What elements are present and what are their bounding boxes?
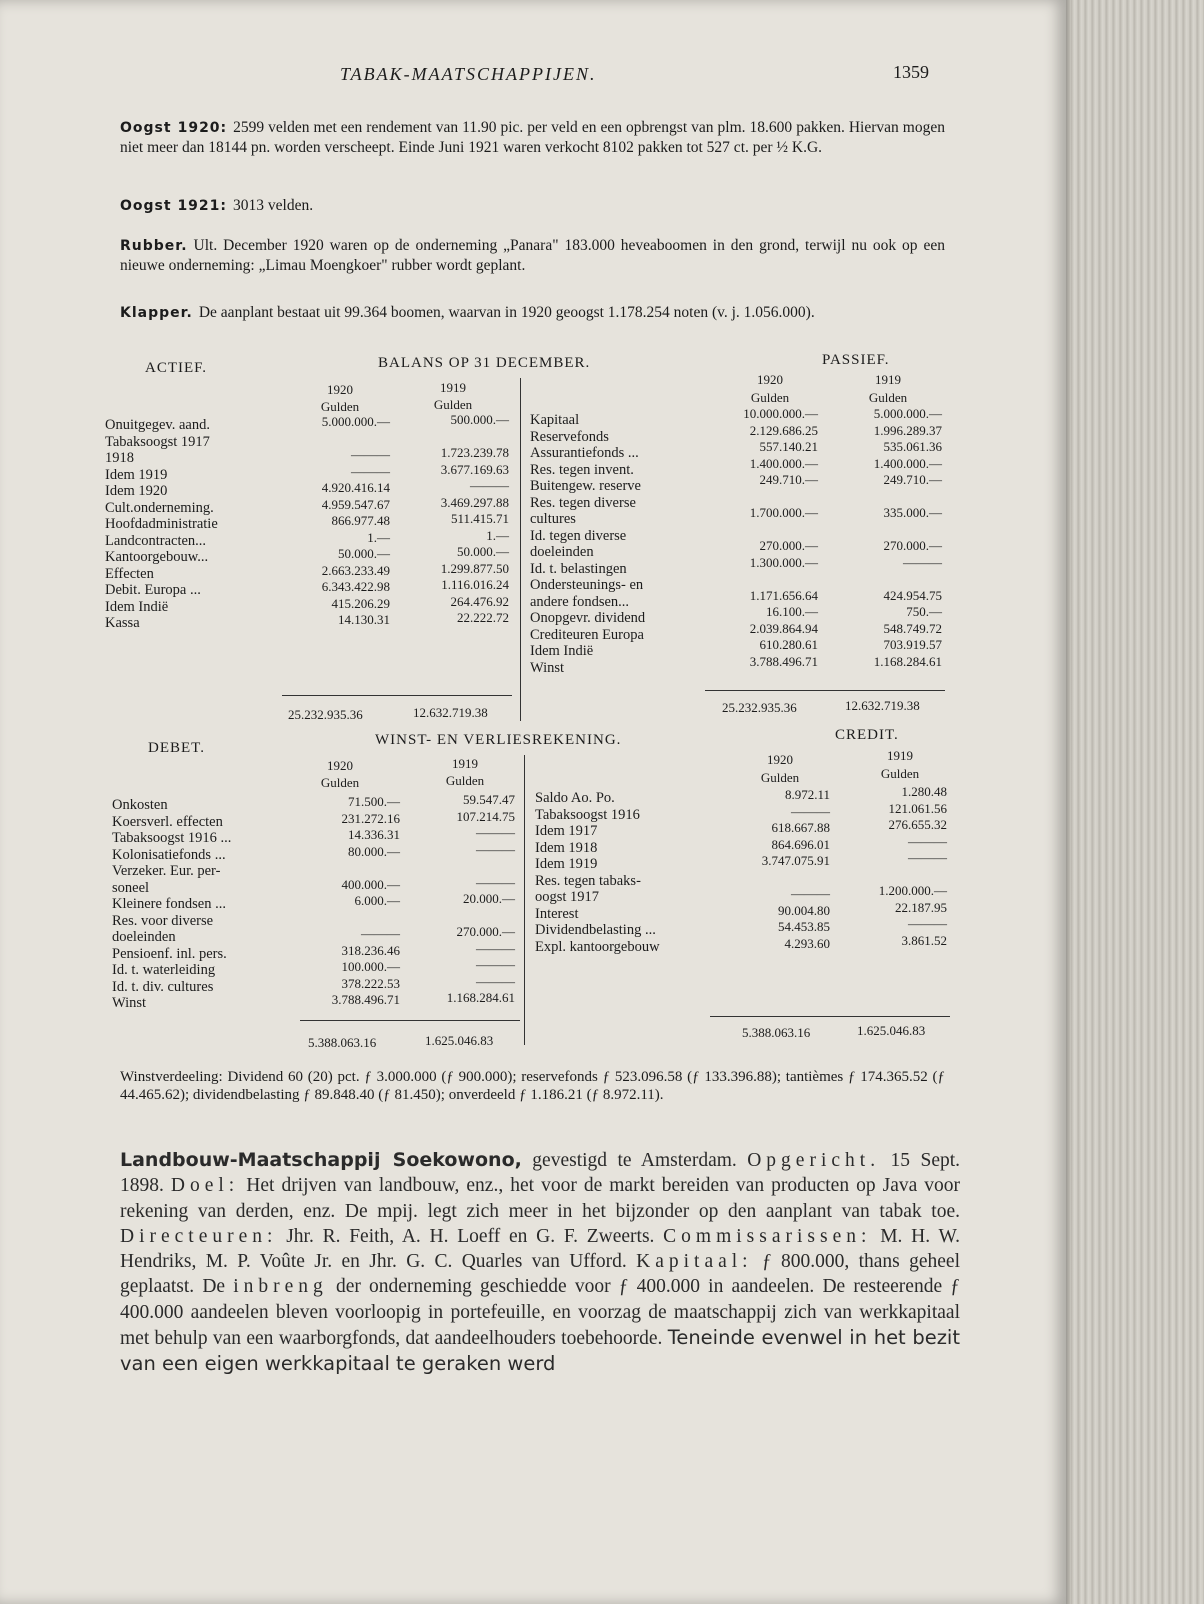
table-cell: Idem 1919 <box>535 856 598 872</box>
actief-total-1919: 12.632.719.38 <box>413 705 488 720</box>
debet-1919-values <box>400 792 515 1007</box>
opgericht-label: Opgericht. <box>747 1150 881 1171</box>
debet-1920-values <box>282 794 400 1009</box>
commissarissen-label: Commissarissen: <box>663 1225 872 1247</box>
klapper-paragraph <box>120 303 945 323</box>
debet-total-1919: 1.625.046.83 <box>425 1033 494 1048</box>
commissarissen-value: M. H. W. Hendriks, M. P. Voûte Jr. en Jhr. G. C. Quarles van Ufford. <box>120 1225 960 1273</box>
passief-1919-values <box>822 406 942 670</box>
credit-labels <box>535 790 660 955</box>
opgericht-value: 15 Sept. 1898. <box>120 1150 961 1197</box>
debet-year-1920: 1920 <box>327 758 353 773</box>
table-cell: 3.677.169.63 <box>440 461 509 477</box>
table-cell <box>272 431 390 448</box>
table-cell <box>400 908 515 925</box>
table-cell: Ondersteunings- en <box>530 577 644 593</box>
credit-1920-values <box>715 787 830 952</box>
table-cell <box>822 522 942 539</box>
table-cell: 610.280.61 <box>759 637 818 652</box>
table-cell: ——— <box>903 554 942 570</box>
page-number: 1359 <box>893 62 929 82</box>
table-cell: 6.343.422.98 <box>321 579 390 594</box>
credit-unit-1919: Gulden <box>880 766 920 781</box>
credit-caption: CREDIT. <box>835 727 899 743</box>
passief-year-1920: 1920 <box>757 372 783 387</box>
actief-unit-1919: Gulden <box>433 397 473 412</box>
table-cell: 535.061.36 <box>883 439 942 454</box>
credit-year-1920: 1920 <box>767 752 793 767</box>
table-cell: 14.336.31 <box>348 827 400 842</box>
table-cell: Kantoorgebouw... <box>105 549 209 565</box>
table-cell: 4.959.547.67 <box>321 496 390 512</box>
debet-year-1919: 1919 <box>452 756 478 771</box>
table-cell: Tabaksoogst 1916 ... <box>112 830 232 846</box>
table-cell: 100.000.— <box>341 959 400 974</box>
table-cell: 1.400.000.— <box>749 455 818 471</box>
table-cell <box>822 571 942 588</box>
balans-divider <box>520 378 521 721</box>
passief-total-rule <box>705 690 945 691</box>
table-cell: 8.972.11 <box>784 787 830 802</box>
table-cell: 1.168.284.61 <box>873 653 942 669</box>
table-cell: 80.000.— <box>348 843 400 859</box>
table-cell <box>835 867 947 884</box>
kapitaal-value: ƒ 800.000, thans geheel geplaatst. De <box>120 1251 960 1298</box>
table-cell: 378.222.53 <box>341 975 400 991</box>
table-cell: ——— <box>351 463 390 479</box>
actief-total-rule <box>282 695 512 696</box>
table-cell: doeleinden <box>530 544 594 560</box>
table-cell: 2.039.864.94 <box>749 620 818 636</box>
table-cell: 703.919.57 <box>883 637 942 652</box>
winst-divider <box>524 755 525 1045</box>
table-cell: Saldo Ao. Po. <box>535 790 615 806</box>
credit-year-1919: 1919 <box>887 748 913 763</box>
table-cell: Kleinere fondsen ... <box>112 896 226 912</box>
table-cell: ——— <box>361 926 400 941</box>
table-cell: Winst <box>530 659 565 676</box>
table-cell: Pensioenf. inl. pers. <box>112 945 227 962</box>
actief-1920-values <box>272 414 390 629</box>
table-cell: Onuitgegev. aand. <box>105 417 210 433</box>
klapper-text: De aanplant bestaat uit 99.364 boomen, waarvan in 1920 geoogst 1.178.254 noten (v. j. 1.056.000). <box>198 304 815 321</box>
table-cell: 5.000.000.— <box>873 406 942 421</box>
debet-unit-1919: Gulden <box>445 773 485 788</box>
actief-1919-values <box>392 412 509 627</box>
table-cell: Cult.onderneming. <box>105 499 214 516</box>
table-cell: 6.000.— <box>354 893 400 908</box>
credit-unit-1920: Gulden <box>760 770 800 785</box>
table-cell: soneel <box>112 879 150 896</box>
running-header: TABAK-MAATSCHAPPIJEN. <box>340 64 597 84</box>
table-cell: 54.453.85 <box>778 919 830 934</box>
table-cell: 2.129.686.25 <box>749 422 818 438</box>
actief-year-1919: 1919 <box>440 380 466 395</box>
directeuren-label: Directeuren: <box>120 1225 278 1247</box>
table-cell: oogst 1917 <box>535 889 600 905</box>
table-cell <box>400 858 515 875</box>
table-cell: 249.710.— <box>759 472 818 487</box>
table-cell: 71.500.— <box>348 794 400 809</box>
table-cell: 5.000.000.— <box>321 414 390 429</box>
table-cell: 3.861.52 <box>901 932 947 948</box>
table-cell <box>282 860 400 877</box>
table-cell: 90.004.80 <box>778 902 830 918</box>
table-cell: 270.000.— <box>456 924 515 939</box>
table-cell: Reservefonds <box>530 428 609 445</box>
actief-caption: ACTIEF. <box>145 360 208 376</box>
winst-title: WINST- EN VERLIESREKENING. <box>375 732 622 748</box>
table-cell: 511.415.71 <box>450 511 509 526</box>
table-cell: 276.655.32 <box>888 817 947 832</box>
oogst-1920-paragraph <box>120 118 945 157</box>
passief-total-1919: 12.632.719.38 <box>845 698 920 713</box>
table-cell: Res. tegen tabaks- <box>535 872 641 889</box>
table-cell: 335.000.— <box>883 505 942 520</box>
table-cell: 3.788.496.71 <box>749 653 818 669</box>
table-cell: 14.130.31 <box>338 612 390 627</box>
directeuren-value: Jhr. R. Feith, A. H. Loeff en G. F. Zweerts. <box>286 1225 655 1247</box>
passief-1920-values <box>700 406 818 670</box>
table-cell: Koersverl. effecten <box>112 813 223 830</box>
table-cell: 16.100.— <box>766 604 818 619</box>
table-cell: ——— <box>351 447 390 462</box>
table-cell: Idem Indië <box>105 598 169 615</box>
oogst-1921-heading: Oogst 1921: <box>120 198 228 214</box>
table-cell: Dividendbelasting ... <box>535 922 656 938</box>
table-cell: Expl. kantoorgebouw <box>535 938 660 955</box>
table-cell: Interest <box>535 905 579 922</box>
table-cell: 264.476.92 <box>450 593 509 609</box>
table-cell: Effecten <box>105 565 154 582</box>
table-cell: ——— <box>476 973 515 989</box>
table-cell: Crediteuren Europa <box>530 626 644 643</box>
table-cell: ——— <box>908 850 947 865</box>
table-cell: 618.667.88 <box>771 820 830 835</box>
klapper-heading: Klapper. <box>120 305 193 321</box>
table-cell: Tabaksoogst 1916 <box>535 806 640 823</box>
table-cell: 1.— <box>486 527 509 543</box>
table-cell: 750.— <box>906 604 942 619</box>
debet-unit-1920: Gulden <box>320 775 360 790</box>
table-cell: 415.206.29 <box>331 595 390 611</box>
table-cell: 50.000.— <box>338 546 390 561</box>
table-cell: 1.116.016.24 <box>441 577 509 592</box>
table-cell: Debit. Europa ... <box>105 582 201 598</box>
table-cell: Kolonisatiefonds ... <box>112 846 226 863</box>
oogst-1920-heading: Oogst 1920: <box>120 120 228 136</box>
oogst-1921-text: 3013 velden. <box>233 197 314 214</box>
table-cell: ——— <box>476 874 515 890</box>
table-cell: 20.000.— <box>463 891 515 906</box>
table-cell: Idem 1919 <box>105 466 168 483</box>
debet-labels <box>112 797 231 1012</box>
table-cell: 318.236.46 <box>341 942 400 958</box>
table-cell: Tabaksoogst 1917 <box>105 433 210 450</box>
table-cell: Id. t. div. cultures <box>112 978 214 995</box>
table-cell: 1.— <box>367 529 390 545</box>
table-cell: Id. tegen diverse <box>530 527 627 544</box>
table-cell <box>392 429 509 446</box>
table-cell: 1.300.000.— <box>749 554 818 570</box>
passief-unit-1920: Gulden <box>750 390 790 405</box>
table-cell: Idem 1918 <box>535 839 598 856</box>
table-cell: 231.272.16 <box>341 810 400 826</box>
table-cell: 1.400.000.— <box>873 455 942 471</box>
table-cell: ——— <box>476 957 515 972</box>
table-cell <box>715 870 830 887</box>
debet-total-rule <box>300 1020 520 1021</box>
table-cell: ——— <box>476 841 515 857</box>
table-cell: Onopgevr. dividend <box>530 610 646 626</box>
table-cell <box>822 489 942 506</box>
company-seat: gevestigd te Amsterdam. <box>532 1150 737 1171</box>
oogst-1921-paragraph <box>120 196 945 216</box>
table-cell: 22.222.72 <box>457 610 509 625</box>
table-cell: cultures <box>530 511 576 527</box>
kapitaal-label: Kapitaal: <box>636 1251 753 1273</box>
table-cell: 249.710.— <box>883 472 942 487</box>
credit-total-rule <box>710 1016 950 1017</box>
debet-total-1920: 5.388.063.16 <box>308 1035 377 1050</box>
company-paragraph <box>120 1148 960 1378</box>
company-name: Landbouw-Maatschappij Soekowono, <box>120 1149 522 1171</box>
table-cell: 548.749.72 <box>883 620 942 636</box>
table-cell <box>282 910 400 927</box>
table-cell: 4.920.416.14 <box>321 480 390 495</box>
actief-total-1920: 25.232.935.36 <box>288 707 363 722</box>
table-cell: 107.214.75 <box>456 808 515 824</box>
rubber-paragraph <box>120 236 945 275</box>
table-cell: 500.000.— <box>450 412 509 427</box>
table-cell: Idem 1917 <box>535 823 598 839</box>
table-cell: Idem 1920 <box>105 483 168 499</box>
table-cell: 1.723.239.78 <box>440 445 509 460</box>
table-cell: 4.293.60 <box>784 935 830 951</box>
passief-labels <box>530 412 645 676</box>
table-cell <box>700 522 818 539</box>
passief-unit-1919: Gulden <box>868 390 908 405</box>
table-cell: Res. tegen diverse <box>530 494 636 511</box>
table-cell: ——— <box>791 886 830 901</box>
table-cell: andere fondsen... <box>530 593 630 610</box>
table-cell: ——— <box>470 478 509 493</box>
credit-1919-values <box>835 784 947 949</box>
table-cell: Kassa <box>105 615 140 631</box>
credit-total-1919: 1.625.046.83 <box>857 1023 926 1038</box>
table-cell: Id. t. waterleiding <box>112 962 216 978</box>
table-cell: 400.000.— <box>341 876 400 892</box>
debet-caption: DEBET. <box>148 740 205 756</box>
table-cell: Res. tegen invent. <box>530 461 634 478</box>
table-cell: 22.187.95 <box>895 899 947 915</box>
table-cell: ——— <box>908 916 947 931</box>
table-cell: Onkosten <box>112 797 168 813</box>
table-cell: Kapitaal <box>530 412 580 428</box>
table-cell: ——— <box>476 825 515 840</box>
table-cell: 1.168.284.61 <box>446 990 515 1005</box>
table-cell: 1.171.656.64 <box>749 587 818 603</box>
table-cell: Id. t. belastingen <box>530 560 627 577</box>
table-cell: ——— <box>908 833 947 849</box>
table-cell: 866.977.48 <box>331 513 390 528</box>
table-cell: 59.547.47 <box>463 792 515 807</box>
oogst-1920-text: 2599 velden met een rendement van 11.90 pic. per veld en een opbrengst van plm. 18.600 pakken. Hiervan mogen niet meer dan 18144 pn. worden verscheept. Einde Juni 1921 waren verkocht 8102 pakken tot 527 ct. per ½ K.G. <box>120 119 945 156</box>
table-cell: Buitengew. reserve <box>530 478 641 494</box>
table-cell: 864.696.01 <box>771 836 830 852</box>
passief-total-1920: 25.232.935.36 <box>722 700 797 715</box>
table-cell: 270.000.— <box>883 538 942 553</box>
table-cell: 424.954.75 <box>883 587 942 603</box>
table-cell: 1.996.289.37 <box>873 422 942 438</box>
table-cell: 1.200.000.— <box>878 883 947 898</box>
table-cell: 2.663.233.49 <box>321 562 390 578</box>
winstverdeeling-paragraph: Winstverdeeling: Dividend 60 (20) pct. ƒ 3.000.000 (ƒ 900.000); reservefonds ƒ 523.096.58 (ƒ 133.396.88); tantièmes ƒ 174.365.52 (ƒ 44.465.62); dividendbelasting ƒ 89.848.40 (ƒ 81.450); onverdeeld ƒ 1.186.21 (ƒ 8.972.11). <box>120 1069 945 1103</box>
table-cell <box>700 571 818 588</box>
table-cell: doeleinden <box>112 929 176 945</box>
rubber-text: Ult. December 1920 waren op de onderneming „Panara" 183.000 heveaboomen in den grond, terwijl nu ook op een nieuwe onderneming: „Limau Moengkoer" rubber wordt geplant. <box>120 237 945 274</box>
passief-year-1919: 1919 <box>875 372 901 387</box>
table-cell: 270.000.— <box>759 538 818 553</box>
balans-title: BALANS OP 31 DECEMBER. <box>378 355 591 371</box>
doel-label: Doel: <box>170 1175 240 1197</box>
table-cell: 557.140.21 <box>759 439 818 454</box>
table-cell: 1.700.000.— <box>749 505 818 520</box>
table-cell: Idem Indië <box>530 643 594 659</box>
table-cell: 1.299.877.50 <box>440 560 509 576</box>
table-cell: ——— <box>791 803 830 819</box>
credit-total-1920: 5.388.063.16 <box>742 1025 811 1040</box>
table-cell: 3.788.496.71 <box>331 992 400 1007</box>
table-cell: Landcontracten... <box>105 532 207 549</box>
table-cell: 121.061.56 <box>888 800 947 816</box>
table-cell: 3.469.297.88 <box>440 494 509 510</box>
table-cell: Winst <box>112 995 147 1011</box>
table-cell: 1918 <box>105 450 134 466</box>
doel-value: Het drijven van landbouw, enz., het voor de markt bereiden van producten op Java voor rekening van derden, enz. De mpij. legt zich meer in het bijzonder op den aanplant van tabak toe. <box>120 1175 961 1222</box>
table-cell: 10.000.000.— <box>743 406 818 421</box>
table-cell: 50.000.— <box>457 544 509 559</box>
table-cell: ——— <box>476 940 515 956</box>
continuation-line: Teneinde evenwel in het bezit van een eigen werkkapitaal te geraken werd <box>120 1326 960 1376</box>
table-cell: Res. voor diverse <box>112 912 214 929</box>
actief-labels <box>105 417 218 632</box>
inbreng-value: der onderneming geschiedde voor ƒ 400.000 in aandeelen. De resteerende ƒ 400.000 aandeelen bleven voorloopig in portefeuille, en voorzag de maatschappij zich van werkkapitaal met behulp van een waarborgfonds, dat aandeelhouders toebehoorde. <box>120 1276 961 1350</box>
table-cell: Verzeker. Eur. per- <box>112 863 221 879</box>
passief-caption: PASSIEF. <box>822 352 890 368</box>
table-cell: 1.280.48 <box>901 784 947 799</box>
table-cell: Assurantiefonds ... <box>530 445 639 461</box>
table-cell: Hoofdadministratie <box>105 516 218 532</box>
table-cell <box>700 489 818 506</box>
actief-unit-1920: Gulden <box>320 399 360 414</box>
book-page-edges <box>1060 0 1204 1604</box>
actief-year-1920: 1920 <box>327 382 353 397</box>
inbreng-label: inbreng <box>233 1276 328 1298</box>
rubber-heading: Rubber. <box>120 238 188 254</box>
table-cell: 3.747.075.91 <box>761 853 830 868</box>
